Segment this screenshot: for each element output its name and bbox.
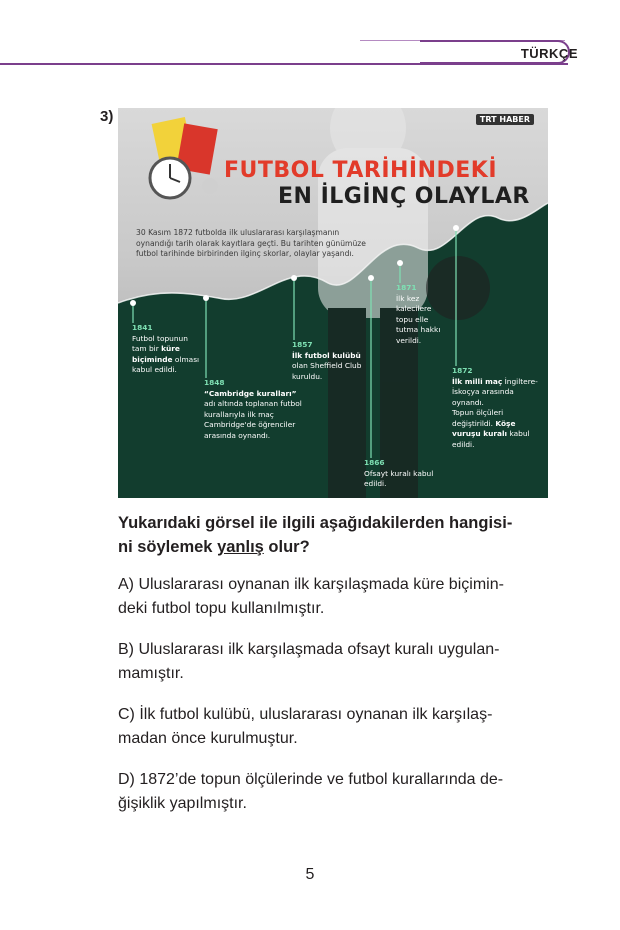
infographic-title-line2: EN İLGİNÇ OLAYLAR (278, 184, 530, 209)
question-emphasis: yanlış (217, 538, 264, 556)
option-c[interactable]: C) İlk futbol kulübü, uluslararası oynanan ilk karşılaş- madan önce kurulmuştur. (118, 706, 493, 747)
event-1841: 1841 Futbol topunun tam bir küre biçiminde olması kabul edildi. (132, 323, 200, 374)
infographic-intro: 30 Kasım 1872 futbolda ilk uluslararası karşılaşmanın oynandığı tarih olarak kayıtlara geçti. Bu tarihten günümüze futbol tarihinde birbirinden ilginç skorlar, olaylar yaşandı. (136, 228, 366, 258)
whistle-icon (202, 178, 218, 194)
page-number: 5 (305, 866, 315, 883)
question-stem (118, 511, 548, 559)
question-stem-line2b: olur? (263, 538, 310, 556)
option-d[interactable]: D) 1872’de topun ölçülerinde ve futbol kurallarında de- ğişiklik yapılmıştır. (118, 771, 504, 812)
event-1872: 1872 İlk milli maç İngiltere-İskoçya arasında oynandı. Topun ölçüleri değiştirildi. Köşe vuruşu kuralı kabul edildi. (452, 366, 538, 449)
subject-label: TÜRKÇE (520, 46, 578, 61)
event-1848: 1848 “Cambridge kuralları” adı altında toplanan futbol kurallarıyla ilk maç Cambridge'de öğrenciler arasında oynandı. (204, 378, 302, 440)
infographic-title-line1: FUTBOL TARİHİNDEKİ (224, 158, 498, 183)
event-1857: 1857 İlk futbol kulübü olan Sheffield Club kuruldu. (292, 340, 362, 381)
trt-haber-logo: TRT HABER (476, 114, 534, 125)
option-a[interactable]: A) Uluslararası oynanan ilk karşılaşmada küre biçimin- deki futbol topu kullanılmıştır. (118, 576, 504, 617)
question-stem-line2a: ni söylemek (118, 538, 218, 556)
infographic-image (118, 108, 548, 498)
question-stem-line1: Yukarıdaki görsel ile ilgili aşağıdakilerden hangisi- (118, 514, 513, 532)
question-number: 3) (100, 108, 114, 125)
event-1871: 1871 İlk kez kalecilere topu elle tutma hakkı verildi. (396, 283, 441, 345)
event-1866: 1866 Ofsayt kuralı kabul edildi. (364, 458, 434, 488)
option-b[interactable]: B) Uluslararası ilk karşılaşmada ofsayt kuralı uygulan- mamıştır. (118, 641, 500, 682)
